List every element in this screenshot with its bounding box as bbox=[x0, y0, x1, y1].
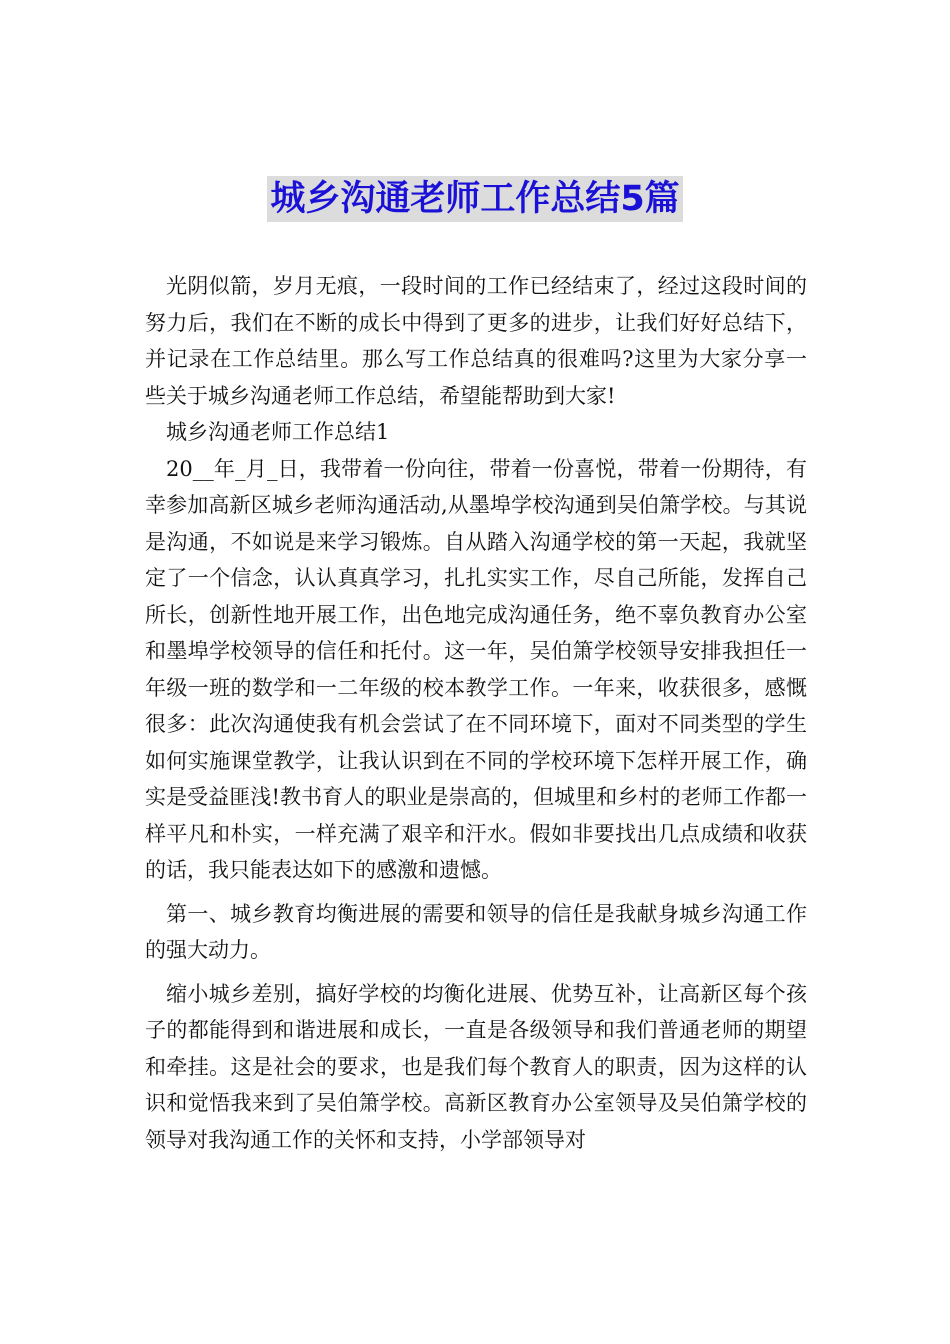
body-paragraph-3: 缩小城乡差别，搞好学校的均衡化进展、优势互补，让高新区每个孩子的都能得到和谐进展和成长，一直是各级领导和我们普通老师的期望和牵挂。这是社会的要求，也是我们每个教育人的职责，因为这样的认识和觉悟我来到了吴伯箫学校。高新区教育办公室领导及吴伯箫学校的领导对我沟通工作的关怀和支持，小学部领导对 bbox=[145, 981, 807, 1152]
body-paragraph-1: 20__年_月_日，我带着一份向往，带着一份喜悦，带着一份期待，有幸参加高新区城乡老师沟通活动,从墨埠学校沟通到吴伯箫学校。与其说是沟通，不如说是来学习锻炼。自从踏入沟通学校的第一天起，我就坚定了一个信念，认认真真学习，扎扎实实工作，尽自己所能，发挥自己所长，创新性地开展工作，出色地完成沟通任务，绝不辜负教育办公室和墨埠学校领导的信任和托付。这一年，吴伯箫学校领导安排我担任一年级一班的数学和一二年级的校本教学工作。一年来，收获很多，感慨很多：此次沟通使我有机会尝试了在不同环境下，面对不同类型的学生如何实施课堂教学，让我认识到在不同的学校环境下怎样开展工作，确实是受益匪浅!教书育人的职业是崇高的，但城里和乡村的老师工作都一样平凡和朴实，一样充满了艰辛和汗水。假如非要找出几点成绩和收获的话，我只能表达如下的感激和遗憾。 bbox=[145, 456, 807, 882]
intro-paragraph: 光阴似箭，岁月无痕，一段时间的工作已经结束了，经过这段时间的努力后，我们在不断的成长中得到了更多的进步，让我们好好总结下，并记录在工作总结里。那么写工作总结真的很难吗?这里为大家分享一些关于城乡沟通老师工作总结，希望能帮助到大家! bbox=[145, 274, 807, 408]
section-heading-1: 城乡沟通老师工作总结1 bbox=[166, 420, 390, 444]
document-body bbox=[145, 268, 807, 1158]
body-paragraph-2: 第一、城乡教育均衡进展的需要和领导的信任是我献身城乡沟通工作的强大动力。 bbox=[145, 901, 807, 962]
document-title: 城乡沟通老师工作总结5篇 bbox=[267, 176, 682, 222]
title-block bbox=[0, 176, 950, 222]
